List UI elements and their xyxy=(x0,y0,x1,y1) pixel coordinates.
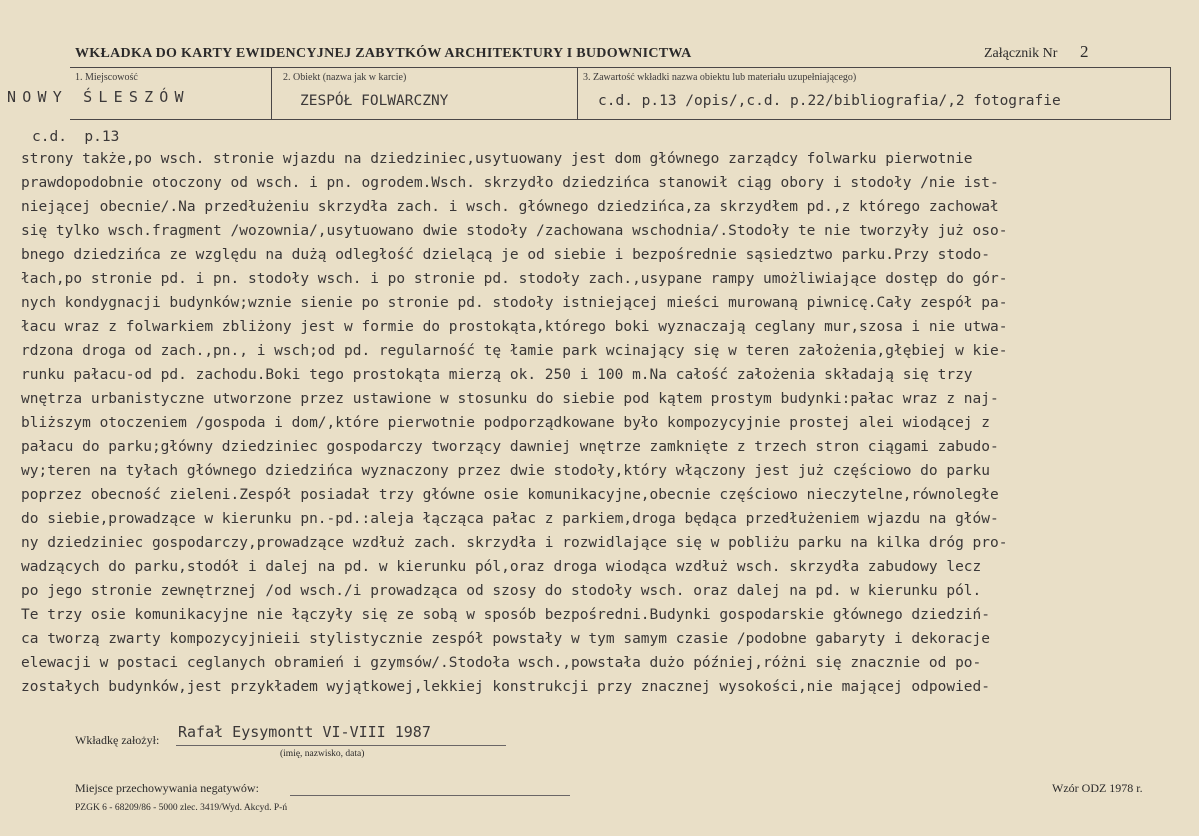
locality-value: NOWY ŚLESZÓW xyxy=(7,88,190,106)
body-line: nych kondygnacji budynków;wznie sienie po stronie pd. stodoły istniejącej mieści murowaną piwnicę.Cały zespół pa- xyxy=(21,295,1008,311)
body-line: wadzących do parku,stodół i dalej na pd. w kierunku pól,oraz droga wiodąca wzdłuż wsch. skrzydła zabudowy lecz xyxy=(21,559,982,575)
fields-bottom-divider xyxy=(70,119,1171,120)
signature-value: Rafał Eysymontt VI-VIII 1987 xyxy=(178,723,431,741)
object-label: 2. Obiekt (nazwa jak w karcie) xyxy=(283,72,407,83)
body-line: się tylko wsch.fragment /wozownia/,usytuowano dwie stodoły /zachowana wschodnia/.Stodoły te nie tworzyły już oso- xyxy=(21,223,1008,239)
body-line: wnętrza urbanistyczne utworzone przez ustawione w stosunku do siebie pod kątem prostym budynki:pałac wraz z naj- xyxy=(21,391,999,407)
form-version: Wzór ODZ 1978 r. xyxy=(1052,781,1143,795)
body-line: łacu wraz z folwarkiem zbliżony jest w formie do prostokąta,którego boki wyznaczają ceglany mur,szosa i nie utwa- xyxy=(21,319,1008,335)
signature-caption: (imię, nazwisko, data) xyxy=(280,749,365,759)
body-line: po jego stronie zewnętrznej /od wsch./i prowadząca od szosy do stodoły wsch. oraz dalej na pd. w kierunku pól. xyxy=(21,583,982,599)
body-line: bnego dziedzińca ze względu na dużą odległość dzielącą je od siebie i bezpośrednie sąsiedztwo parku.Przy stodo- xyxy=(21,247,991,263)
attachment-label: Załącznik Nr xyxy=(984,46,1058,61)
body-line: strony także,po wsch. stronie wjazdu na dziedziniec,usytuowany jest dom głównego zarządcy folwarku pierwotnie xyxy=(21,151,973,167)
body-line: runku pałacu-od pd. zachodu.Boki tego prostokąta mierzą ok. 250 i 100 m.Na całość założenia składają się trzy xyxy=(21,367,973,383)
negatives-underline xyxy=(290,795,570,796)
body-line: Te trzy osie komunikacyjne nie łączyły się ze sobą w sposób bezpośredni.Budynki gospodarskie głównego dziedziń- xyxy=(21,607,991,623)
body-line: niejącej obecnie/.Na przedłużeniu skrzydła zach. i wsch. głównego dziedzińca,za skrzydłem pd.,z którego zachował xyxy=(21,199,999,215)
attachment-number: 2 xyxy=(1080,42,1089,61)
body-line: łach,po stronie pd. i pn. stodoły wsch. i po stronie pd. stodoły zach.,usypane rampy umożliwiające dostęp do gór- xyxy=(21,271,1008,287)
body-line: elewacji w postaci ceglanych obramień i gzymsów/.Stodoła wsch.,powstała dużo później,różni się znacznie od po- xyxy=(21,655,982,671)
form-title: WKŁADKA DO KARTY EWIDENCYJNEJ ZABYTKÓW ARCHITEKTURY I BUDOWNICTWA xyxy=(75,46,692,61)
body-line: ca tworzą zwarty kompozycyjnieii stylistycznie zespół powstały w tym samym czasie /podobne gabaryty i dekoracje xyxy=(21,631,991,647)
object-value: ZESPÓŁ FOLWARCZNY xyxy=(300,93,449,109)
contents-label: 3. Zawartość wkładki nazwa obiektu lub materiału uzupełniającego) xyxy=(583,72,857,83)
body-line: bliższym otoczeniem /gospoda i dom/,które pierwotnie podporządkowane było kompozycyjnie prostej alei wiodącej z xyxy=(21,415,991,431)
body-line: poprzez obecność zieleni.Zespół posiadał trzy główne osie komunikacyjne,obecnie częściowo nieczytelne,równoległe xyxy=(21,487,999,503)
contents-value: c.d. p.13 /opis/,c.d. p.22/bibliografia/,2 fotografie xyxy=(598,93,1061,109)
field-divider-2 xyxy=(577,67,578,119)
negatives-label: Miejsce przechowywania negatywów: xyxy=(75,781,259,795)
body-line: do siebie,prowadzące w kierunku pn.-pd.:aleja łącząca pałac z parkiem,droga będąca przedłużeniem wjazdu na głów- xyxy=(21,511,999,527)
field-divider-3 xyxy=(1170,67,1171,119)
signature-label: Wkładkę założył: xyxy=(75,733,160,747)
body-line: rdzona droga od zach.,pn., i wsch;od pd. regularność tę łamie park wcinający się w teren założenia,głębiej w kie- xyxy=(21,343,1008,359)
body-line: ny dziedziniec gospodarczy,prowadzące wzdłuż zach. skrzydła i rozwidlające się w pobliżu parku na kilka dróg pro- xyxy=(21,535,1008,551)
locality-label: 1. Miejscowość xyxy=(75,72,138,83)
continuation-heading: c.d. p.13 xyxy=(32,129,120,145)
field-divider-1 xyxy=(271,67,272,119)
signature-underline xyxy=(176,745,506,746)
printer-info: PZGK 6 - 68209/86 - 5000 zlec. 3419/Wyd. Akcyd. P-ń xyxy=(75,803,288,813)
body-line: pałacu do parku;główny dziedziniec gospodarczy tworzący dawniej wnętrze zamknięte z trzech stron ciągami zabudo- xyxy=(21,439,999,455)
header-divider xyxy=(70,67,1171,68)
body-line: wy;teren na tyłach głównego dziedzińca wyznaczony przez dwie stodoły,który włączony jest już częściowo do parku xyxy=(21,463,991,479)
body-line: zostałych budynków,jest przykładem wyjątkowej,lekkiej konstrukcji przy znacznej wysokości,nie mającej odpowied- xyxy=(21,679,991,695)
body-line: prawdopodobnie otoczony od wsch. i pn. ogrodem.Wsch. skrzydło dziedzińca stanowił ciąg obory i stodoły /nie ist- xyxy=(21,175,999,191)
